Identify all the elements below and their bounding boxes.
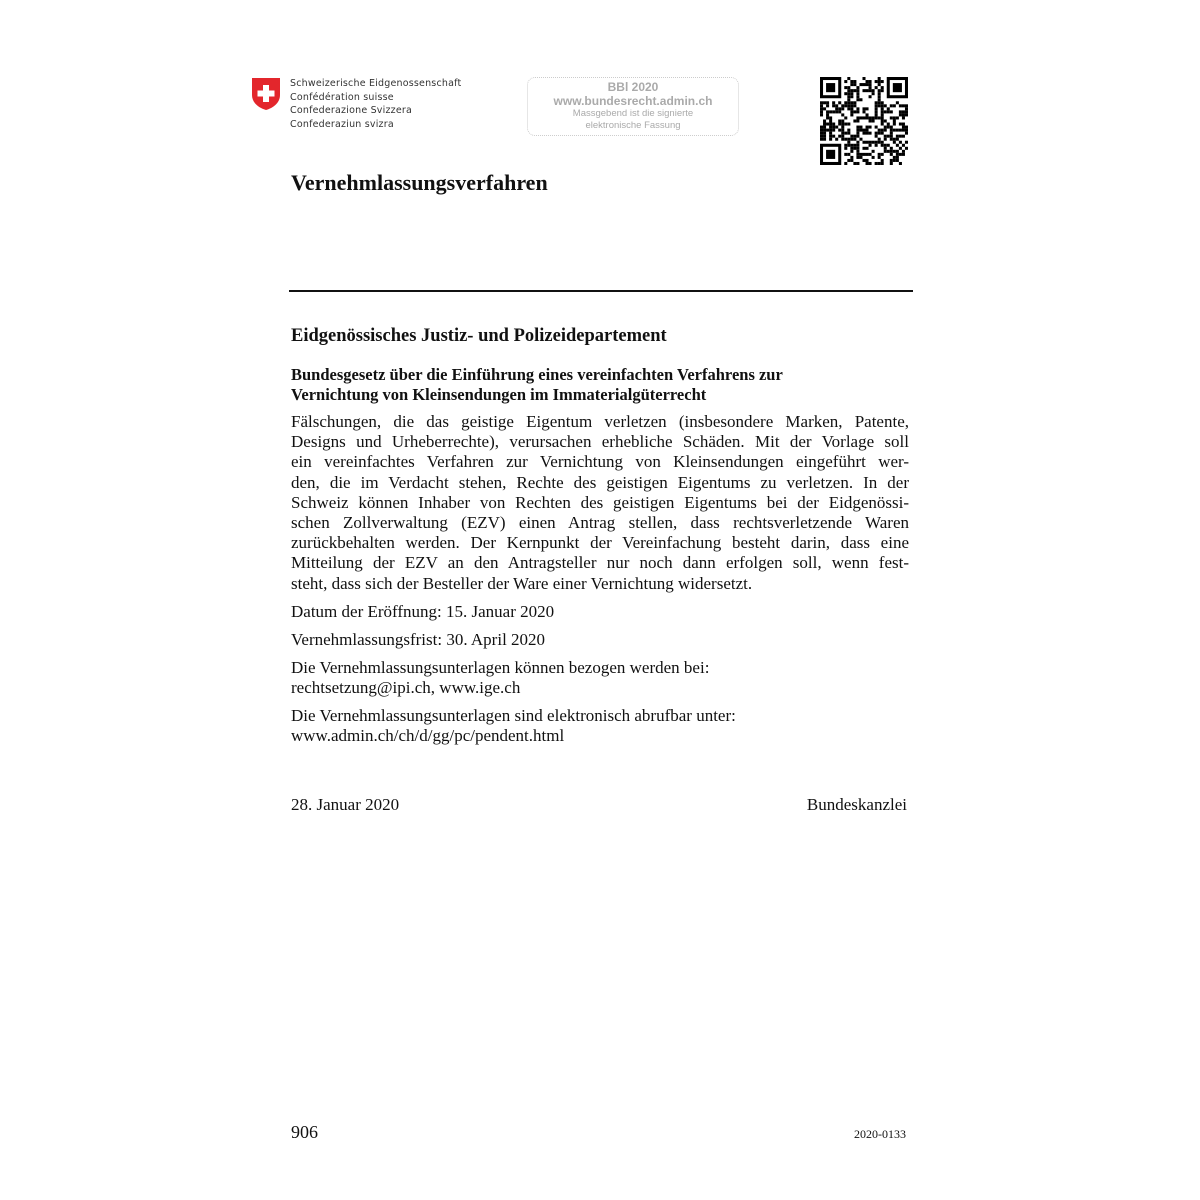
federation-name-fr: Confédération suisse bbox=[290, 91, 394, 103]
body-line: Mitteilung der EZV an den Antragsteller nur noch dann erfolgen soll, wenn fest- bbox=[291, 553, 909, 573]
stamp-url: www.bundesrecht.admin.ch bbox=[553, 94, 713, 108]
stamp-note-2: elektronische Fassung bbox=[585, 120, 681, 131]
body-line: schen Zollverwaltung (EZV) einen Antrag stellen, dass rechtsverletzende Waren bbox=[291, 513, 909, 533]
subject-line: Vernichtung von Kleinsendungen im Immaterialgüterrecht bbox=[291, 385, 707, 404]
consultation-deadline: Vernehmlassungsfrist: 30. April 2020 bbox=[291, 630, 546, 649]
page-number: 906 bbox=[291, 1122, 318, 1142]
federation-name-it: Confederazione Svizzera bbox=[290, 105, 413, 116]
body-line: Fälschungen, die das geistige Eigentum verletzen (insbesondere Marken, Patente, bbox=[291, 412, 909, 431]
body-line: den, die im Verdacht stehen, Rechte des geistigen Eigentums zu verletzen. In der bbox=[291, 472, 909, 492]
documents-online bbox=[291, 706, 736, 746]
body-line: ein vereinfachtes Verfahren zur Vernichtung von Kleinsendungen eingeführt wer- bbox=[291, 452, 909, 472]
federation-name-de: Schweizerische Eidgenossenschaft bbox=[290, 78, 462, 89]
qr-code bbox=[820, 77, 908, 165]
subject-line: Bundesgesetz über die Einführung eines vereinfachten Verfahrens zur bbox=[291, 365, 783, 384]
issuer: Bundeskanzlei bbox=[806, 795, 907, 814]
stamp-gazette: BBl 2020 bbox=[607, 80, 659, 94]
federation-names bbox=[290, 77, 461, 131]
documents-obtain-contacts[interactable]: rechtsetzung@ipi.ch, www.ige.ch bbox=[291, 678, 521, 697]
body-line: steht, dass sich der Besteller der Ware einer Vernichtung widersetzt. bbox=[291, 573, 753, 593]
subject-heading bbox=[291, 365, 911, 405]
opening-date: Datum der Eröffnung: 15. Januar 2020 bbox=[291, 602, 555, 621]
publication-date: 28. Januar 2020 bbox=[291, 795, 400, 814]
documents-obtain-text: Die Vernehmlassungsunterlagen können bezogen werden bei: bbox=[291, 658, 710, 677]
signature-stamp bbox=[527, 77, 739, 136]
body-paragraph bbox=[291, 412, 909, 594]
body-line: Designs und Urheberrechte), verursachen erhebliche Schäden. Mit der Vorlage soll bbox=[291, 432, 909, 452]
page-title: Vernehmlassungsverfahren bbox=[291, 170, 548, 195]
documents-online-link[interactable]: www.admin.ch/ch/d/gg/pc/pendent.html bbox=[291, 726, 565, 745]
federation-name-rm: Confederaziun svizra bbox=[290, 118, 394, 130]
body-line: zurückbehalten werden. Der Kernpunkt der Vereinfachung besteht darin, dass eine bbox=[291, 533, 909, 553]
body-line: Schweiz können Inhaber von Rechten des geistigen Eigentums bei der Eidgenössi- bbox=[291, 492, 909, 512]
documents-obtain bbox=[291, 658, 709, 698]
documents-online-text: Die Vernehmlassungsunterlagen sind elektronisch abrufbar unter: bbox=[291, 706, 736, 725]
document-number: 2020-0133 bbox=[854, 1127, 906, 1141]
swiss-coat-of-arms-logo bbox=[251, 77, 281, 116]
divider bbox=[289, 290, 913, 292]
stamp-note-1: Massgebend ist die signierte bbox=[572, 108, 694, 119]
department-heading: Eidgenössisches Justiz- und Polizeidepartement bbox=[291, 326, 667, 346]
